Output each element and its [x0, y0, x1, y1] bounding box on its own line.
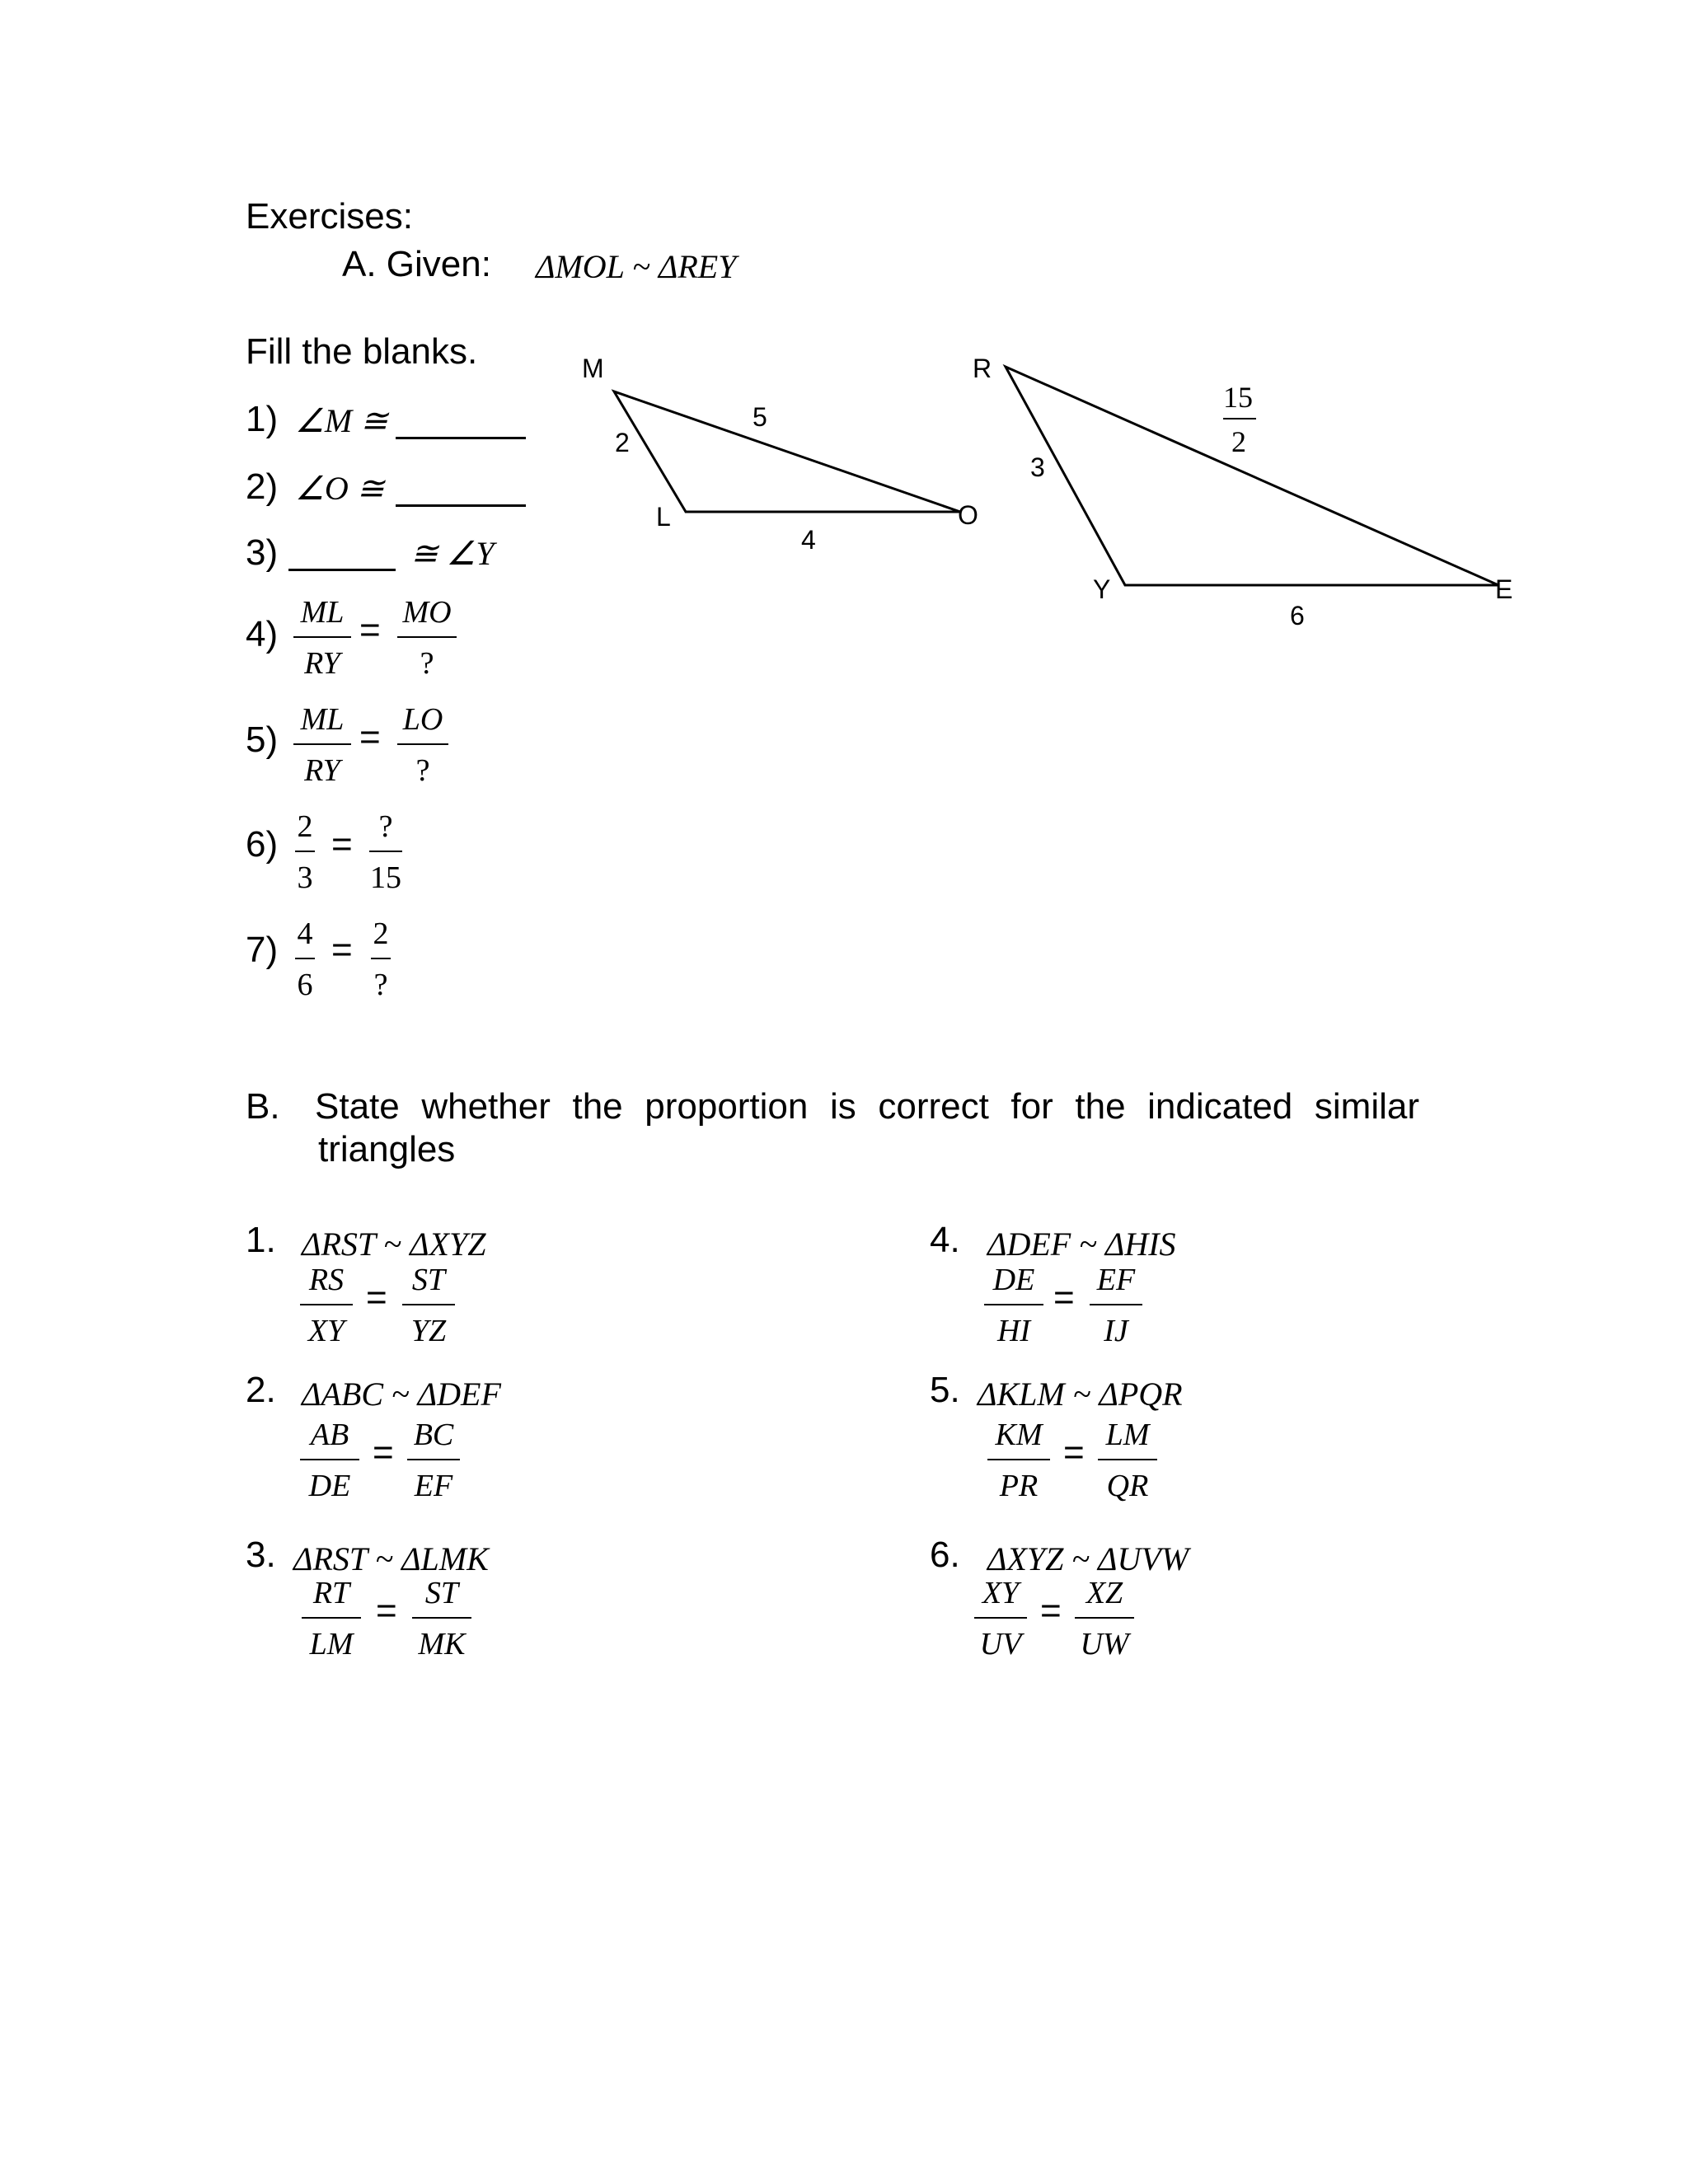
fraction-denominator: ? [373, 968, 388, 1002]
question-6-left-fraction [293, 808, 316, 897]
fraction-numerator: ST [424, 1576, 459, 1610]
question-6-number: 6) [246, 824, 279, 865]
b-item-3-equals: = [376, 1591, 397, 1631]
fraction-denominator: QR [1106, 1469, 1149, 1503]
fraction-denominator: EF [414, 1469, 453, 1503]
question-7-left-fraction [293, 915, 316, 1004]
b-item-5-right-fraction [1098, 1416, 1157, 1505]
question-2-number: 2) [246, 466, 279, 507]
fraction-bar [407, 1459, 460, 1460]
question-7-equals: = [331, 930, 353, 970]
fraction-denominator: UW [1080, 1627, 1129, 1661]
fraction-bar [295, 851, 315, 852]
exercises-heading: Exercises: [246, 196, 413, 237]
fraction-numerator: LM [1105, 1418, 1150, 1452]
b-item-1-number: 1. [246, 1220, 276, 1260]
b-item-6-statement: ΔXYZ ~ ΔUVW [987, 1540, 1189, 1577]
fraction-denominator: RY [304, 646, 340, 681]
side-ye-label: 6 [1290, 601, 1305, 630]
question-6-equals: = [331, 824, 353, 865]
triangles-figure [0, 0, 1688, 742]
b-item-5-number: 5. [930, 1370, 960, 1410]
fraction-denominator: HI [996, 1314, 1031, 1348]
fraction-numerator: RS [308, 1263, 345, 1297]
fraction-denominator: UV [979, 1627, 1022, 1661]
question-7-number: 7) [246, 930, 279, 970]
fraction-bar [302, 1617, 361, 1619]
fraction-numerator: ML [300, 595, 345, 630]
question-1-number: 1) [246, 399, 279, 439]
fraction-bar [397, 743, 448, 745]
fraction-bar [987, 1459, 1050, 1460]
b-item-4-statement: ΔDEF ~ ΔHIS [987, 1226, 1176, 1263]
fraction-bar [412, 1617, 471, 1619]
question-4-number: 4) [246, 614, 279, 654]
fraction-bar [984, 1304, 1043, 1305]
fraction-denominator: DE [308, 1469, 351, 1503]
fraction-denominator: ? [415, 753, 430, 788]
side-ml-label: 2 [615, 428, 630, 457]
b-item-1-right-fraction [402, 1261, 455, 1350]
b-item-6-equals: = [1040, 1591, 1062, 1631]
b-item-6-number: 6. [930, 1535, 960, 1575]
b-item-4-equals: = [1053, 1277, 1075, 1318]
question-3-expression: ≅ ∠Y [410, 535, 495, 572]
fraction-numerator: LO [402, 702, 443, 737]
fill-blanks-instruction: Fill the blanks. [246, 331, 478, 372]
b-item-3-right-fraction [412, 1574, 471, 1663]
question-1-expression: ∠M ≅ [295, 402, 388, 439]
fraction-denominator: LM [309, 1627, 354, 1661]
side-re-denominator: 2 [1231, 425, 1246, 458]
fraction-denominator: PR [999, 1469, 1039, 1503]
b-item-5-equals: = [1063, 1432, 1085, 1473]
fraction-numerator: EF [1096, 1263, 1136, 1297]
fraction-denominator: 15 [370, 860, 401, 895]
fraction-bar [295, 958, 315, 959]
fraction-bar [293, 743, 351, 745]
b-item-1-statement: ΔRST ~ ΔXYZ [302, 1226, 486, 1263]
side-re-numerator: 15 [1223, 381, 1253, 414]
fraction-denominator: IJ [1104, 1314, 1128, 1348]
b-item-5-left-fraction [987, 1416, 1050, 1505]
fraction-bar [1075, 1617, 1134, 1619]
fraction-denominator: 6 [297, 968, 313, 1002]
question-5-number: 5) [246, 719, 279, 760]
fraction-bar [1098, 1459, 1157, 1460]
fraction-numerator: 4 [297, 916, 313, 951]
question-6-right-fraction [368, 808, 404, 897]
b-item-3-statement: ΔRST ~ ΔLMK [293, 1540, 489, 1577]
fraction-denominator: MK [418, 1627, 466, 1661]
b-item-2-equals: = [373, 1432, 394, 1473]
b-item-2-right-fraction [407, 1416, 460, 1505]
fraction-denominator: XY [307, 1314, 345, 1348]
b-item-1-equals: = [366, 1277, 387, 1318]
vertex-r-label: R [973, 354, 992, 383]
b-item-2-statement: ΔABC ~ ΔDEF [302, 1376, 501, 1413]
fraction-numerator: KM [995, 1418, 1043, 1452]
b-item-6-left-fraction [974, 1574, 1027, 1663]
fraction-numerator: AB [310, 1418, 349, 1452]
vertex-l-label: L [656, 502, 671, 532]
b-item-4-number: 4. [930, 1220, 960, 1260]
fraction-bar [402, 1304, 455, 1305]
fraction-numerator: XZ [1085, 1576, 1123, 1610]
fraction-denominator: 3 [297, 860, 313, 895]
b-item-4-right-fraction [1090, 1261, 1142, 1350]
b-item-5-statement: ΔKLM ~ ΔPQR [978, 1376, 1183, 1413]
fraction-numerator: MO [402, 595, 452, 630]
vertex-o-label: O [958, 500, 978, 530]
question-7-right-fraction [369, 915, 392, 1004]
vertex-e-label: E [1495, 574, 1513, 604]
fraction-numerator: 2 [373, 916, 389, 951]
fraction-numerator: RT [312, 1576, 350, 1610]
fraction-numerator: ML [300, 702, 345, 737]
part-b-instruction-line2: triangles [318, 1129, 456, 1169]
fraction-bar [300, 1304, 353, 1305]
fraction-numerator: 2 [297, 809, 313, 844]
triangle-mol [614, 391, 960, 512]
fraction-numerator: DE [992, 1263, 1035, 1297]
part-b-instruction-line1: State whether the proportion is correct for the indicated similar [315, 1086, 1419, 1127]
fraction-bar [1090, 1304, 1142, 1305]
question-5-equals: = [359, 717, 381, 757]
fraction-bar [974, 1617, 1027, 1619]
side-lo-label: 4 [801, 525, 816, 555]
b-item-4-left-fraction [984, 1261, 1043, 1350]
question-2-expression: ∠O ≅ [295, 470, 385, 507]
part-a-label: A. Given: [342, 244, 491, 284]
given-statement: ΔMOL ~ ΔREY [536, 248, 737, 285]
fraction-denominator: ? [420, 646, 434, 681]
fraction-denominator: YZ [410, 1314, 447, 1348]
vertex-m-label: M [582, 354, 604, 383]
vertex-y-label: Y [1093, 574, 1111, 604]
fraction-bar [369, 851, 402, 852]
fraction-bar [300, 1459, 359, 1460]
question-3-number: 3) [246, 532, 279, 573]
fraction-numerator: BC [413, 1418, 454, 1452]
fraction-numerator: ? [378, 809, 393, 844]
side-ry-label: 3 [1030, 452, 1045, 482]
part-b-label: B. [246, 1086, 280, 1127]
fraction-denominator: RY [304, 753, 340, 788]
b-item-2-left-fraction [300, 1416, 359, 1505]
question-4-equals: = [359, 610, 381, 650]
b-item-3-left-fraction [302, 1574, 361, 1663]
fraction-numerator: XY [982, 1576, 1020, 1610]
fraction-numerator: ST [411, 1263, 446, 1297]
side-mo-label: 5 [753, 402, 767, 432]
b-item-1-left-fraction [300, 1261, 353, 1350]
b-item-6-right-fraction [1075, 1574, 1134, 1663]
b-item-2-number: 2. [246, 1370, 276, 1410]
b-item-3-number: 3. [246, 1535, 276, 1575]
fraction-bar [371, 958, 391, 959]
